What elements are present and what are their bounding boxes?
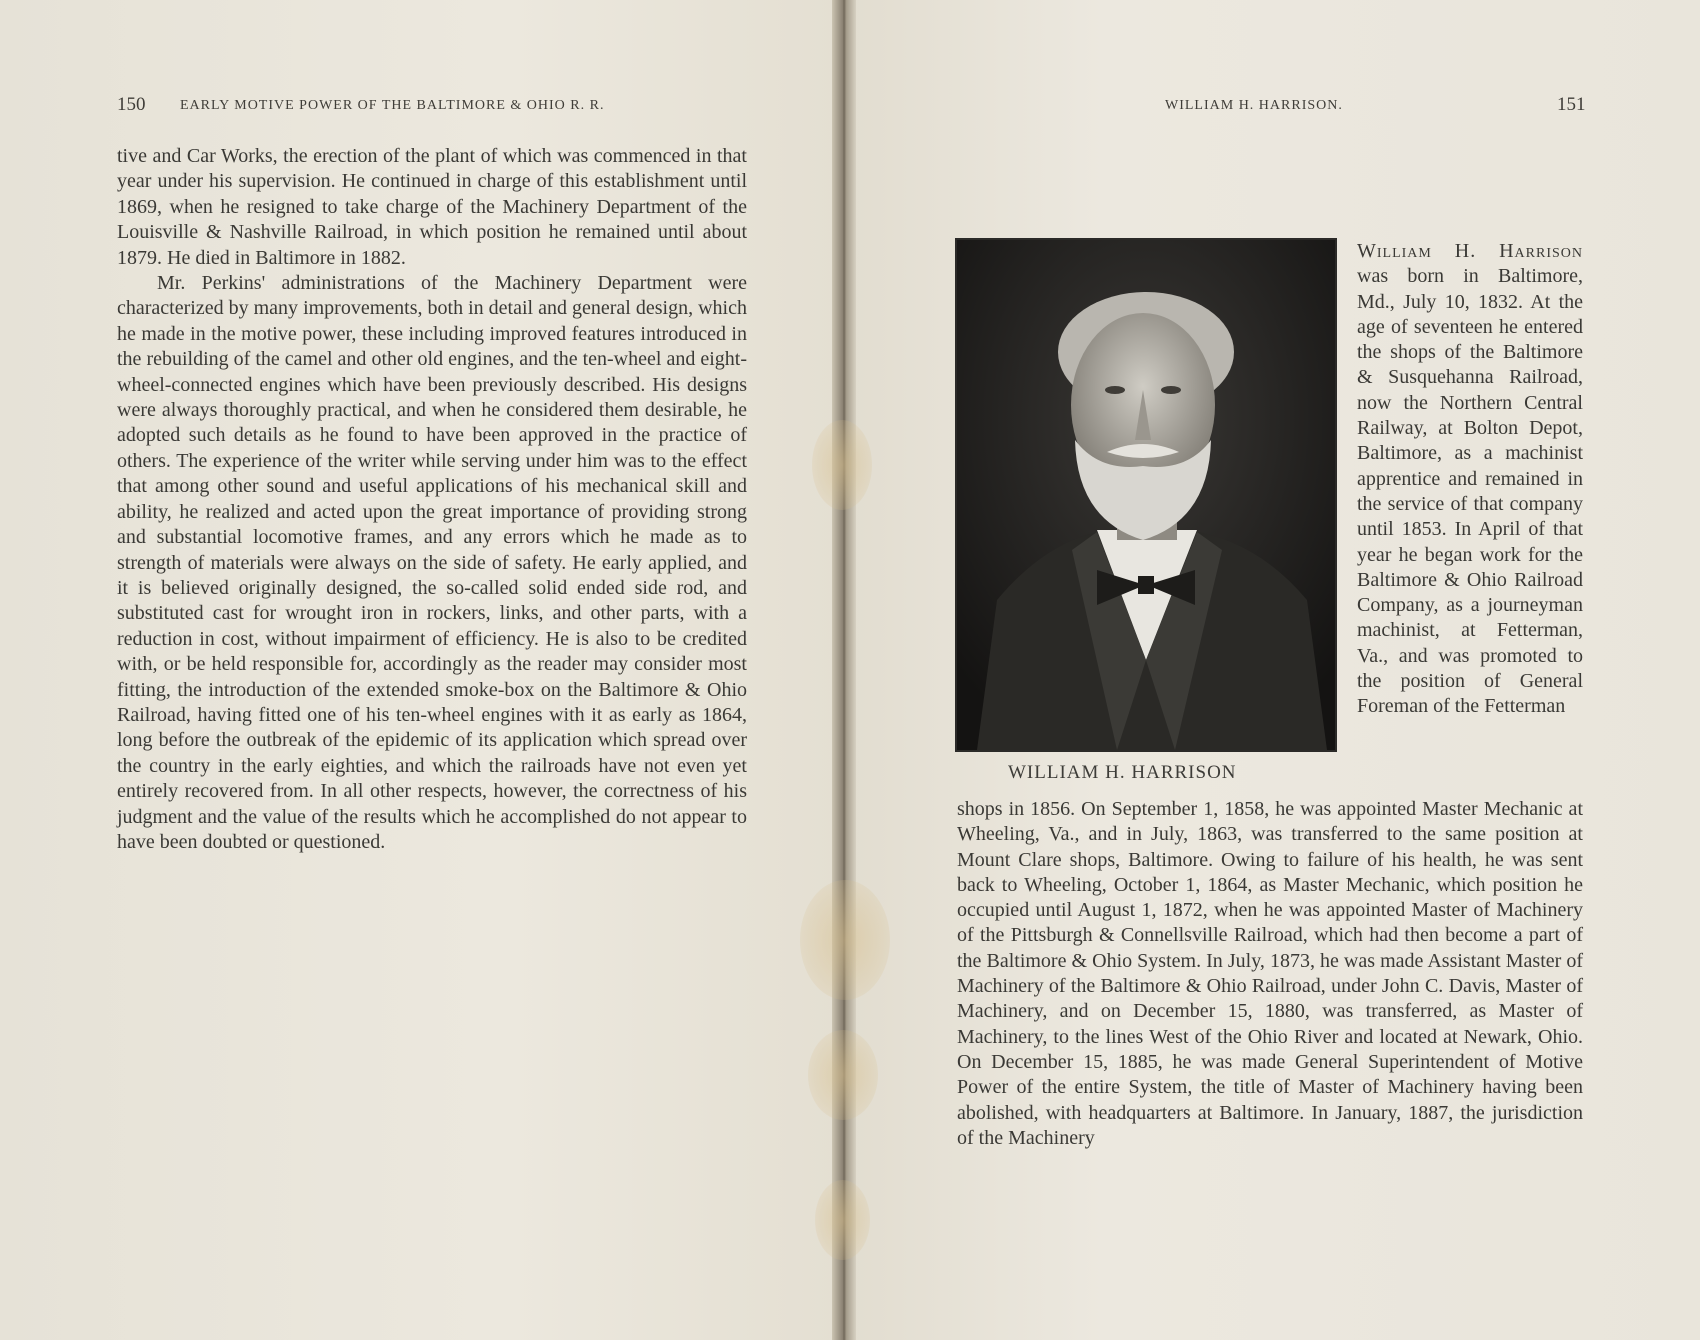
paragraph: Mr. Perkins' administrations of the Machinery Department were characterized by many improvements, both in detail and general design, which he made in the motive power, these including improved features introduced in the rebuilding of the camel and other old engines, and the ten-wheel and eight-wheel-connected engines which have been previously described. His designs were always thoroughly practical, and when he considered them desirable, he adopted such details as he found to have been approved in the practice of others. The experience of the writer while serving under him was to the effect that among other sound and useful applications of his mechanical skill and ability, he realized and acted upon the great importance of providing strong and substantial locomotive frames, and any errors which he made as to strength of materials were always on the side of safety. He early applied, and it is believed originally designed, the so-called solid ended side rod, and substituted cast for wrought iron in rockers, links, and other parts, with a reduction in cost, without impairment of efficiency. He is also to be credited with, or be held responsible for, accordingly as the reader may consider most fitting, the introduction of the extended smoke-box on the Baltimore & Ohio Railroad, having fitted one of his ten-wheel engines with it as early as 1864, long before the outbreak of the epidemic of its application which spread over the country in the early eighties, and which the railroads have not even yet entirely recovered from. In all other respects, however, the correctness of his judgment and the value of the results which he accomplished do not appear to have been doubted or questioned. [117, 272, 747, 853]
water-stain [815, 1180, 870, 1260]
running-head-right: WILLIAM H. HARRISON. [1165, 98, 1343, 113]
page-number-left: 150 [117, 94, 146, 115]
paragraph: shops in 1856. On September 1, 1858, he was appointed Master Mechanic at Wheeling, Va., and in July, 1863, was transferred to the same position at Mount Clare shops, Baltimore. Owing to failure of his health, he was sent back to Wheeling, October 1, 1864, as Master Mechanic, which position he occupied until August 1, 1872, when he was appointed Master of Machinery of the Pittsburgh & Connellsville Railroad, which had then become a part of the Baltimore & Ohio System. In July, 1873, he was made Assistant Master of Machinery of the Baltimore & Ohio Railroad, under John C. Davis, Master of Machinery, and on December 15, 1880, was transferred, as Master of Machinery, to the lines West of the Ohio River and located at Newark, Ohio. On December 15, 1885, he was made General Superintendent of Motive Power of the entire System, the title of Master of Machinery having been abolished, with headquarters at Baltimore. In January, 1887, the jurisdiction of the Machinery [957, 798, 1583, 1149]
portrait-figure [957, 240, 1335, 750]
right-side-text [1357, 239, 1583, 720]
water-stain [800, 880, 890, 1000]
paragraph: was born in Baltimore, Md., July 10, 1832. At the age of seventeen he entered the shops of the Baltimore & Susquehanna Railroad, now the Northern Central Railway, at Bolton Depot, Baltimore, as a machinist apprentice and remained in the service of that company until 1853. In April of that year he began work for the Baltimore & Ohio Railroad Company, as a journeyman machinist, at Fetterman, Va., and was promoted to the position of General Foreman of the Fetterman [1357, 265, 1583, 718]
portrait-caption: WILLIAM H. HARRISON [1008, 762, 1237, 783]
book-gutter [832, 0, 856, 1340]
right-body-text [957, 797, 1583, 1151]
page-number-right: 151 [1557, 94, 1586, 115]
left-body-text [117, 144, 747, 855]
portrait-photo [955, 238, 1337, 752]
paragraph: tive and Car Works, the erection of the plant of which was commenced in that year under his supervision. He continued in charge of this establishment until 1869, when he resigned to take charge of the Machinery Department of the Louisville & Nashville Railroad, in which position he remained until about 1879. He died in Baltimore in 1882. [117, 145, 747, 269]
running-head-left: EARLY MOTIVE POWER OF THE BALTIMORE & OHIO R. R. [180, 98, 605, 113]
water-stain [808, 1030, 878, 1120]
water-stain [812, 420, 872, 510]
subject-name: William H. Harrison [1357, 240, 1583, 262]
